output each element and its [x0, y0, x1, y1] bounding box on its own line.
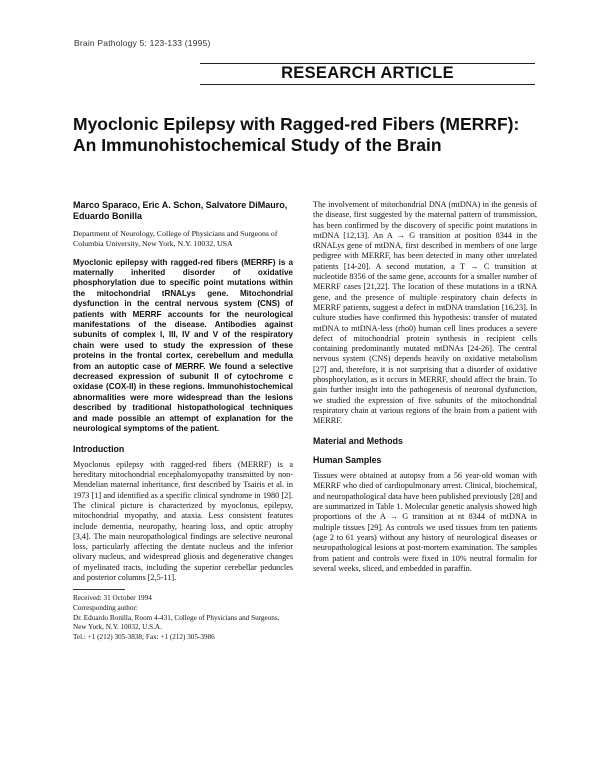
- section-label: RESEARCH ARTICLE: [281, 64, 454, 82]
- corresponding-address: Dr. Eduardo Bonilla, Room 4-431, College of Physicians and Surgeons, New York, N.Y. 10032, U.S.A.: [73, 614, 280, 632]
- human-samples-heading: Human Samples: [313, 454, 382, 465]
- introduction-continued: The involvement of mitochondrial DNA (mtDNA) in the genesis of the disease, first suggested by the maternal pattern of transmission, has been confirmed by the discovery of specific point mutations in mtDNA [12,13]. An A → G transition at position 8344 in the tRNALys gene of mtDNA, first described in members of one large pedigree with MERRF, has been detected in many other unrelated patients [14-20]. A second mutation, a T → C transition at nucleotide 8356 of the same gene, accounts for a smaller number of MERRF cases [21,22]. The location of these mutations in a tRNA gene, and the presence of multiple respiratory chain defects in MERRF patients, suggest a defect in mtDNA translation [16,23]. In culture studies have confirmed this hypothesis: transfer of mutated mtDNA to mtDNA-less (rho0) human cell lines produces a severe defect of mitochondrial protein synthesis in recipient cells containing predominantly mutated mtDNAs [24-26]. The central nervous system (CNS) depends heavily on oxidative metabolism [27] and, therefore, it is not surprising that a disorder of oxidative phosphorylation, as it occurs in MERRF, should affect the brain. To gain further insight into the pathogenesis of neuronal dysfunction, we studied the expression of five subunits of the mitochondrial respiratory chain at various regions of the brain from a patient with MERRF.: [313, 200, 537, 426]
- abstract: Myoclonic epilepsy with ragged-red fibers (MERRF) is a maternally inherited disorder of oxidative phosphorylation due to specific point mutations within the mitochondrial tRNALys gene. Mitochondrial dysfunction in the central nervous system (CNS) of patients with MERRF accounts for the neurological manifestations of the disease. Antibodies against subunits of complex I, III, IV and V of the respiratory chain were used to study the expression of these proteins in the frontal cortex, cerebellum and medulla from an autoptic case of MERRF. We found a selective decreased expression of subunit II of cytochrome c oxidase (COX-II) in these regions. Immunohistochemical abnormalities were more widespread than the lesions described by traditional histopathological techniques and made possible an attempt of explanation for the neurological symptoms of the patient.: [73, 257, 293, 434]
- contact-phone-fax: Tel.: +1 (212) 305-3838; Fax: +1 (212) 305-3986: [73, 633, 215, 642]
- header-rule-bottom: [200, 84, 535, 85]
- methods-heading: Material and Methods: [313, 435, 403, 446]
- introduction-heading: Introduction: [73, 443, 125, 454]
- article-title: Myoclonic Epilepsy with Ragged-red Fibers (MERRF): An Immunohistochemical Study of the Brain: [73, 114, 520, 155]
- footnote-rule: [73, 589, 125, 590]
- received-date: Received: 31 October 1994: [73, 594, 152, 603]
- human-samples-text: Tissues were obtained at autopsy from a 56 year-old woman with MERRF who died of cardiopulmonary arrest. Clinical, biochemical, and neuropathological data have been published previously [28] and are summarized in Table 1. Molecular genetic analysis showed high proportions of the A → G transition at nt 8344 of mtDNA in multiple tissues [29]. As controls we used tissues from ten patients (age 2 to 61 years) without any history of neurological diseases or neuropathological lesions at post-mortem examination. The samples from patient and controls were fixed in 10% neutral formalin for several weeks, sliced, and embedded in paraffin.: [313, 471, 537, 573]
- author-list: Marco Sparaco, Eric A. Schon, Salvatore DiMauro, Eduardo Bonilla: [73, 200, 288, 222]
- journal-citation: Brain Pathology 5: 123-133 (1995): [74, 38, 211, 48]
- right-column: [313, 200, 537, 574]
- corresponding-label: Corresponding author:: [73, 604, 138, 613]
- affiliation: Department of Neurology, College of Physicians and Surgeons of Columbia University, New York, N.Y. 10032, USA: [73, 229, 278, 248]
- left-column: [73, 200, 293, 643]
- introduction-text: Myoclonus epilepsy with ragged-red fibers (MERRF) is a hereditary mitochondrial encephalomyopathy transmitted by non-Mendelian maternal inheritance, first described by Tsairis et al. in 1973 [1] and identified as a specific clinical syndrome in 1980 [2]. The clinical picture is characterized by myoclonus, epilepsy, mitochondrial myopathy, and ataxia. Less consistent features include dementia, neuropathy, hearing loss, and optic atrophy [3,4]. The main neuropathological findings are selective neuronal loss, particularly affecting the dentate nucleus and the inferior olivary nucleus, and widespread gliosis and degenerative changes of myelinated tracts, including the superior cerebellar peduncles and posterior columns [2,5-11].: [73, 459, 293, 583]
